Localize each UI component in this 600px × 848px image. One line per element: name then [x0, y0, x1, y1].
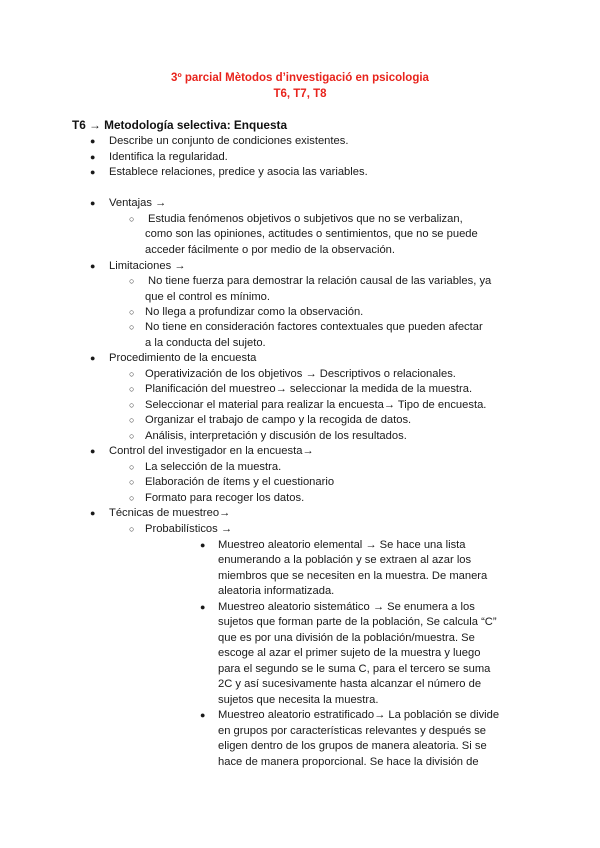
control-item: Formato para recoger los datos.	[145, 492, 305, 504]
bullet-circle: ○	[129, 322, 135, 332]
bullet-circle: ○	[129, 462, 135, 472]
tecnica-line: sujetos que forman parte de la población, Se calcula “C”	[218, 616, 497, 628]
control-label: Control del investigador en la encuesta→	[109, 445, 314, 457]
document-subtitle: T6, T7, T8	[273, 88, 327, 100]
bullet-circle: ○	[129, 384, 135, 394]
bullet-disc: ●	[90, 353, 96, 363]
tecnica-line: para el segundo se le suma C, para el tercero se suma	[218, 663, 491, 675]
control-item: Elaboración de ítems y el cuestionario	[145, 476, 335, 488]
ventajas-item-line: como son las opiniones, actitudes o sentimientos, que no se puede	[145, 228, 478, 240]
intro-item: Establece relaciones, predice y asocia las variables.	[109, 166, 368, 178]
bullet-circle: ○	[129, 276, 135, 286]
procedimiento-item: Análisis, interpretación y discusión de los resultados.	[145, 430, 407, 442]
section-heading: T6 → Metodología selectiva: Enquesta	[72, 118, 288, 132]
document-title: 3º parcial Mètodos d’investigació en psicologia	[171, 72, 429, 84]
bullet-circle: ○	[129, 214, 135, 224]
procedimiento-item: Operativización de los objetivos → Descriptivos o relacionales.	[145, 368, 456, 380]
procedimiento-label: Procedimiento de la encuesta	[109, 352, 257, 364]
tecnica-line: Muestreo aleatorio estratificado→ La población se divide	[218, 709, 500, 721]
tecnica-line: Muestreo aleatorio sistemático → Se enumera a los	[218, 601, 475, 613]
intro-item: Describe un conjunto de condiciones existentes.	[109, 135, 349, 147]
tecnica-line: miembros que se necesiten en la muestra. De manera	[218, 570, 488, 582]
ventajas-label: Ventajas →	[109, 197, 167, 209]
bullet-disc: ●	[200, 540, 206, 550]
tecnicas-sublabel: Probabilísticos →	[145, 523, 233, 535]
bullet-disc: ●	[90, 446, 96, 456]
limitaciones-item-line: No tiene en consideración factores contextuales que pueden afectar	[145, 321, 483, 333]
bullet-disc: ●	[200, 710, 206, 720]
bullet-circle: ○	[129, 415, 135, 425]
tecnicas-label: Técnicas de muestreo→	[109, 507, 231, 519]
bullet-disc: ●	[90, 508, 96, 518]
tecnica-line: hace de manera proporcional. Se hace la división de	[218, 756, 479, 768]
bullet-circle: ○	[129, 307, 135, 317]
control-item: La selección de la muestra.	[145, 461, 282, 473]
bullet-disc: ●	[90, 136, 96, 146]
tecnica-line: escoge al azar el primer sujeto de la muestra y luego	[218, 647, 481, 659]
tecnica-line: aleatoria informatizada.	[218, 585, 335, 597]
limitaciones-item-line: que el control es mínimo.	[145, 291, 270, 303]
bullet-disc: ●	[90, 261, 96, 271]
bullet-circle: ○	[129, 369, 135, 379]
bullet-circle: ○	[129, 477, 135, 487]
ventajas-item-line: Estudia fenómenos objetivos o subjetivos que no se verbalizan,	[148, 213, 463, 225]
tecnica-line: 2C y así sucesivamente hasta alcanzar el número de	[218, 678, 482, 690]
limitaciones-label: Limitaciones →	[109, 260, 186, 272]
bullet-circle: ○	[129, 431, 135, 441]
tecnica-line: Muestreo aleatorio elemental → Se hace una lista	[218, 539, 466, 551]
bullet-disc: ●	[90, 167, 96, 177]
procedimiento-item: Seleccionar el material para realizar la encuesta→ Tipo de encuesta.	[145, 399, 487, 411]
limitaciones-item-line: No llega a profundizar como la observación.	[145, 306, 364, 318]
procedimiento-item: Planificación del muestreo→ seleccionar la medida de la muestra.	[145, 383, 473, 395]
bullet-disc: ●	[200, 602, 206, 612]
tecnica-line: enumerando a la población y se extraen al azar los	[218, 554, 472, 566]
bullet-circle: ○	[129, 493, 135, 503]
bullet-disc: ●	[90, 198, 96, 208]
limitaciones-item-line: No tiene fuerza para demostrar la relación causal de las variables, ya	[148, 275, 492, 287]
tecnica-line: que es por una división de la población/muestra. Se	[218, 632, 475, 644]
tecnica-line: en grupos por características relevantes y después se	[218, 725, 487, 737]
ventajas-item-line: acceder fácilmente o por medio de la observación.	[145, 244, 395, 256]
tecnica-line: sujetos que necesita la muestra.	[218, 694, 379, 706]
procedimiento-item: Organizar el trabajo de campo y la recogida de datos.	[145, 414, 412, 426]
bullet-circle: ○	[129, 400, 135, 410]
limitaciones-item-line: a la conducta del sujeto.	[145, 337, 266, 349]
bullet-disc: ●	[90, 152, 96, 162]
tecnica-line: eligen dentro de los grupos de manera aleatoria. Si se	[218, 740, 487, 752]
intro-item: Identifica la regularidad.	[109, 151, 228, 163]
bullet-circle: ○	[129, 524, 135, 534]
